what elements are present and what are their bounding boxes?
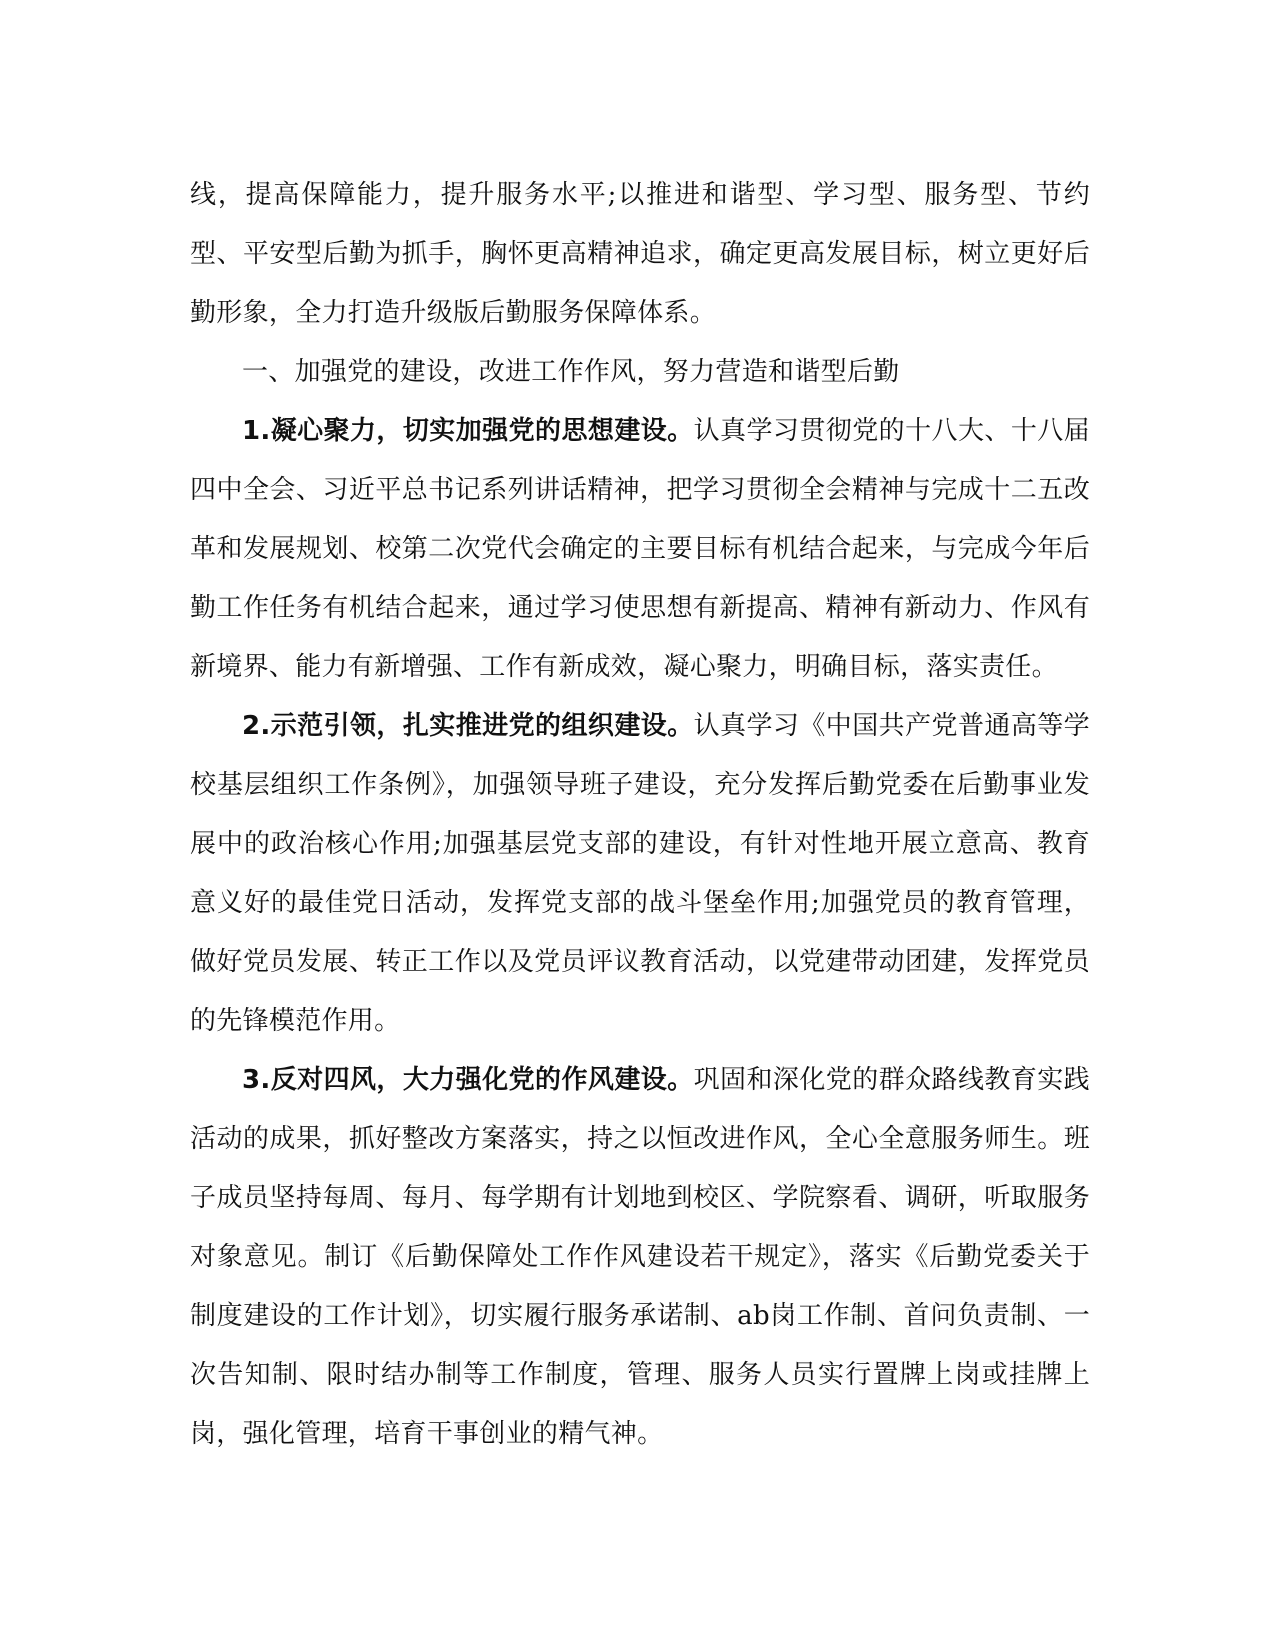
section-heading-text: 一、加强党的建设，改进工作作风，努力营造和谐型后勤 — [242, 357, 900, 387]
section-heading — [190, 343, 1090, 402]
paragraph-item-1 — [190, 402, 1090, 697]
paragraph-item-2 — [190, 697, 1090, 1051]
paragraph-lead: 1.凝心聚力，切实加强党的思想建设。 — [242, 416, 694, 446]
paragraph-text: 巩固和深化党的群众路线教育实践活动的成果，抓好整改方案落实，持之以恒改进作风，全心全意服务师生。班子成员坚持每周、每月、每学期有计划地到校区、学院察看、调研，听取服务对象意见。制订《后勤保障处工作作风建设若干规定》，落实《后勤党委关于制度建设的工作计划》，切实履行服务承诺制、ab岗工作制、首问负责制、一次告知制、限时结办制等工作制度，管理、服务人员实行置牌上岗或挂牌上岗，强化管理，培育干事创业的精气神。 — [190, 1065, 1090, 1449]
paragraph-lead: 2.示范引领，扎实推进党的组织建设。 — [242, 711, 694, 741]
paragraph-text: 认真学习贯彻党的十八大、十八届四中全会、习近平总书记系列讲话精神，把学习贯彻全会精神与完成十二五改革和发展规划、校第二次党代会确定的主要目标有机结合起来，与完成今年后勤工作任务有机结合起来，通过学习使思想有新提高、精神有新动力、作风有新境界、能力有新增强、工作有新成效，凝心聚力，明确目标，落实责任。 — [190, 416, 1090, 682]
paragraph-text: 线，提高保障能力，提升服务水平;以推进和谐型、学习型、服务型、节约型、平安型后勤为抓手，胸怀更高精神追求，确定更高发展目标，树立更好后勤形象，全力打造升级版后勤服务保障体系。 — [190, 180, 1090, 328]
paragraph-item-3 — [190, 1051, 1090, 1464]
paragraph-text: 认真学习《中国共产党普通高等学校基层组织工作条例》，加强领导班子建设，充分发挥后勤党委在后勤事业发展中的政治核心作用;加强基层党支部的建设，有针对性地开展立意高、教育意义好的最佳党日活动，发挥党支部的战斗堡垒作用;加强党员的教育管理，做好党员发展、转正工作以及党员评议教育活动，以党建带动团建，发挥党员的先锋模范作用。 — [190, 711, 1090, 1036]
paragraph-lead: 3.反对四风，大力强化党的作风建设。 — [242, 1065, 694, 1095]
document-body — [190, 166, 1090, 1464]
paragraph-continuation — [190, 166, 1090, 343]
